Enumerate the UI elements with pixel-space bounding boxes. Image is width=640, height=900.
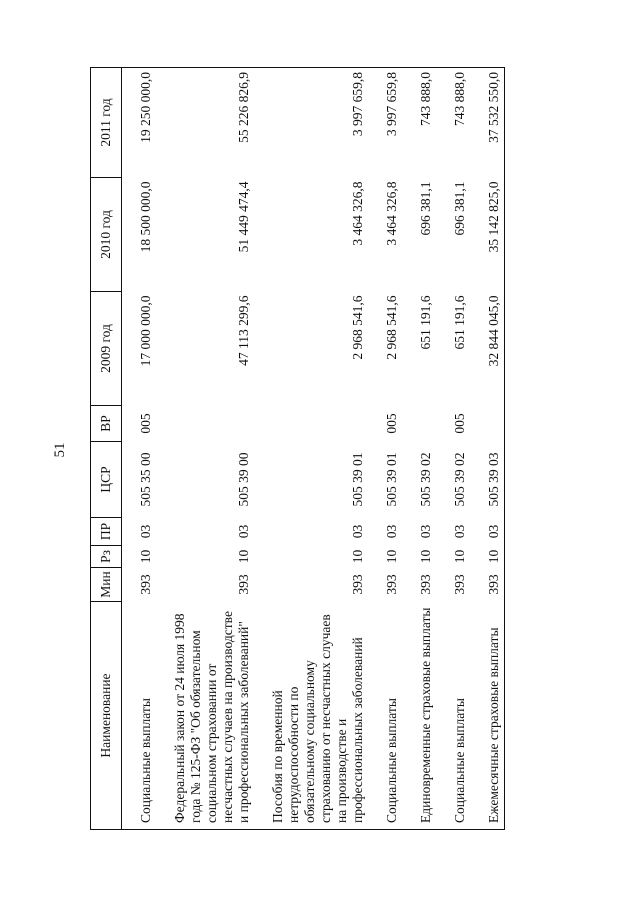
table-row (450, 68, 470, 830)
table-row (382, 68, 402, 830)
row-2009: 17 000 000,0 (138, 295, 153, 367)
header-csr: ЦСР (91, 442, 122, 518)
header-name: Наименование (91, 602, 122, 830)
row-2009: 47 113 299,6 (236, 295, 251, 366)
row-vr (416, 406, 436, 442)
row-2011: 743 888,0 (450, 68, 470, 178)
row-pr: 03 (236, 524, 251, 539)
table-header-row (91, 68, 122, 830)
header-min: Мин (91, 568, 122, 602)
header-2009: 2009 год (91, 292, 122, 406)
row-min: 393 (484, 568, 505, 602)
header-2010: 2010 год (91, 178, 122, 292)
row-2011: 3 997 659,8 (268, 68, 368, 178)
budget-table (90, 67, 505, 830)
row-rz: 10 (350, 549, 365, 564)
table-row (416, 68, 436, 830)
row-pr: 03 (384, 524, 399, 539)
table-row (170, 68, 254, 830)
row-csr: 505 39 00 (236, 452, 251, 507)
row-2009: 2 968 541,6 (350, 295, 365, 360)
row-csr: 505 39 03 (484, 442, 505, 518)
row-vr (170, 406, 254, 442)
row-name: Социальные выплаты (382, 602, 402, 830)
row-2010: 3 464 326,8 (384, 181, 399, 246)
row-pr: 03 (484, 518, 505, 546)
row-min: 393 (236, 574, 251, 595)
row-csr: 505 39 02 (452, 452, 467, 507)
row-2010: 696 381,1 (418, 181, 433, 236)
row-vr (268, 406, 368, 442)
table-row (268, 68, 368, 830)
row-csr: 505 39 02 (418, 452, 433, 507)
row-name: Единовременные страховые выплаты (416, 602, 436, 830)
row-rz: 10 (138, 549, 153, 564)
row-min: 393 (138, 574, 153, 595)
row-2009: 32 844 045,0 (484, 292, 505, 406)
row-name: Социальные выплаты (450, 602, 470, 830)
table-row (136, 68, 156, 830)
row-min: 393 (418, 574, 433, 595)
row-csr: 505 39 01 (384, 452, 399, 507)
row-pr: 03 (452, 524, 467, 539)
row-2011: 3 997 659,8 (382, 68, 402, 178)
page-number: 51 (52, 442, 68, 458)
row-pr: 03 (418, 524, 433, 539)
row-2011: 37 532 550,0 (484, 68, 505, 178)
row-vr (484, 406, 505, 442)
row-rz: 10 (384, 549, 399, 564)
row-vr: 005 (138, 413, 153, 434)
row-2010: 35 142 825,0 (484, 178, 505, 292)
row-vr: 005 (384, 413, 399, 434)
row-2010: 696 381,1 (452, 181, 467, 236)
row-rz: 10 (484, 546, 505, 568)
row-2009: 2 968 541,6 (384, 295, 399, 360)
header-rz: Рз (91, 546, 122, 568)
row-2009: 651 191,6 (418, 295, 433, 350)
header-pr: ПР (91, 518, 122, 546)
row-2011: 743 888,0 (416, 68, 436, 178)
header-vr: ВР (91, 406, 122, 442)
row-2009: 651 191,6 (452, 295, 467, 350)
row-name: Социальные выплаты (136, 602, 156, 830)
row-min: 393 (350, 574, 365, 595)
row-name: Пособия по временной нетрудоспособности по обязательному социальному страхованию от несчастных случаев на производстве и профессиональных заболеваний (268, 602, 368, 830)
row-min: 393 (452, 574, 467, 595)
row-pr: 03 (350, 524, 365, 539)
row-rz: 10 (452, 549, 467, 564)
row-rz: 10 (236, 549, 251, 564)
row-2011: 19 250 000,0 (136, 68, 156, 178)
row-min: 393 (384, 574, 399, 595)
row-pr: 03 (138, 524, 153, 539)
row-2011: 55 226 826,9 (170, 68, 254, 178)
header-2011: 2011 год (91, 68, 122, 178)
row-csr: 505 35 00 (138, 452, 153, 507)
row-vr: 005 (452, 413, 467, 434)
row-name: Ежемесячные страховые выплаты (484, 602, 505, 830)
row-2010: 18 500 000,0 (138, 181, 153, 253)
table-row (484, 68, 505, 830)
row-2010: 51 449 474,4 (236, 181, 251, 253)
row-name: Федеральный закон от 24 июля 1998 года № 125-ФЗ "Об обязательном социальном страховании от несчастных случаев на производстве и профессиональных заболеваний" (170, 602, 254, 830)
row-rz: 10 (418, 549, 433, 564)
row-csr: 505 39 01 (350, 452, 365, 507)
budget-table-sheet (90, 68, 606, 830)
row-2010: 3 464 326,8 (350, 181, 365, 246)
